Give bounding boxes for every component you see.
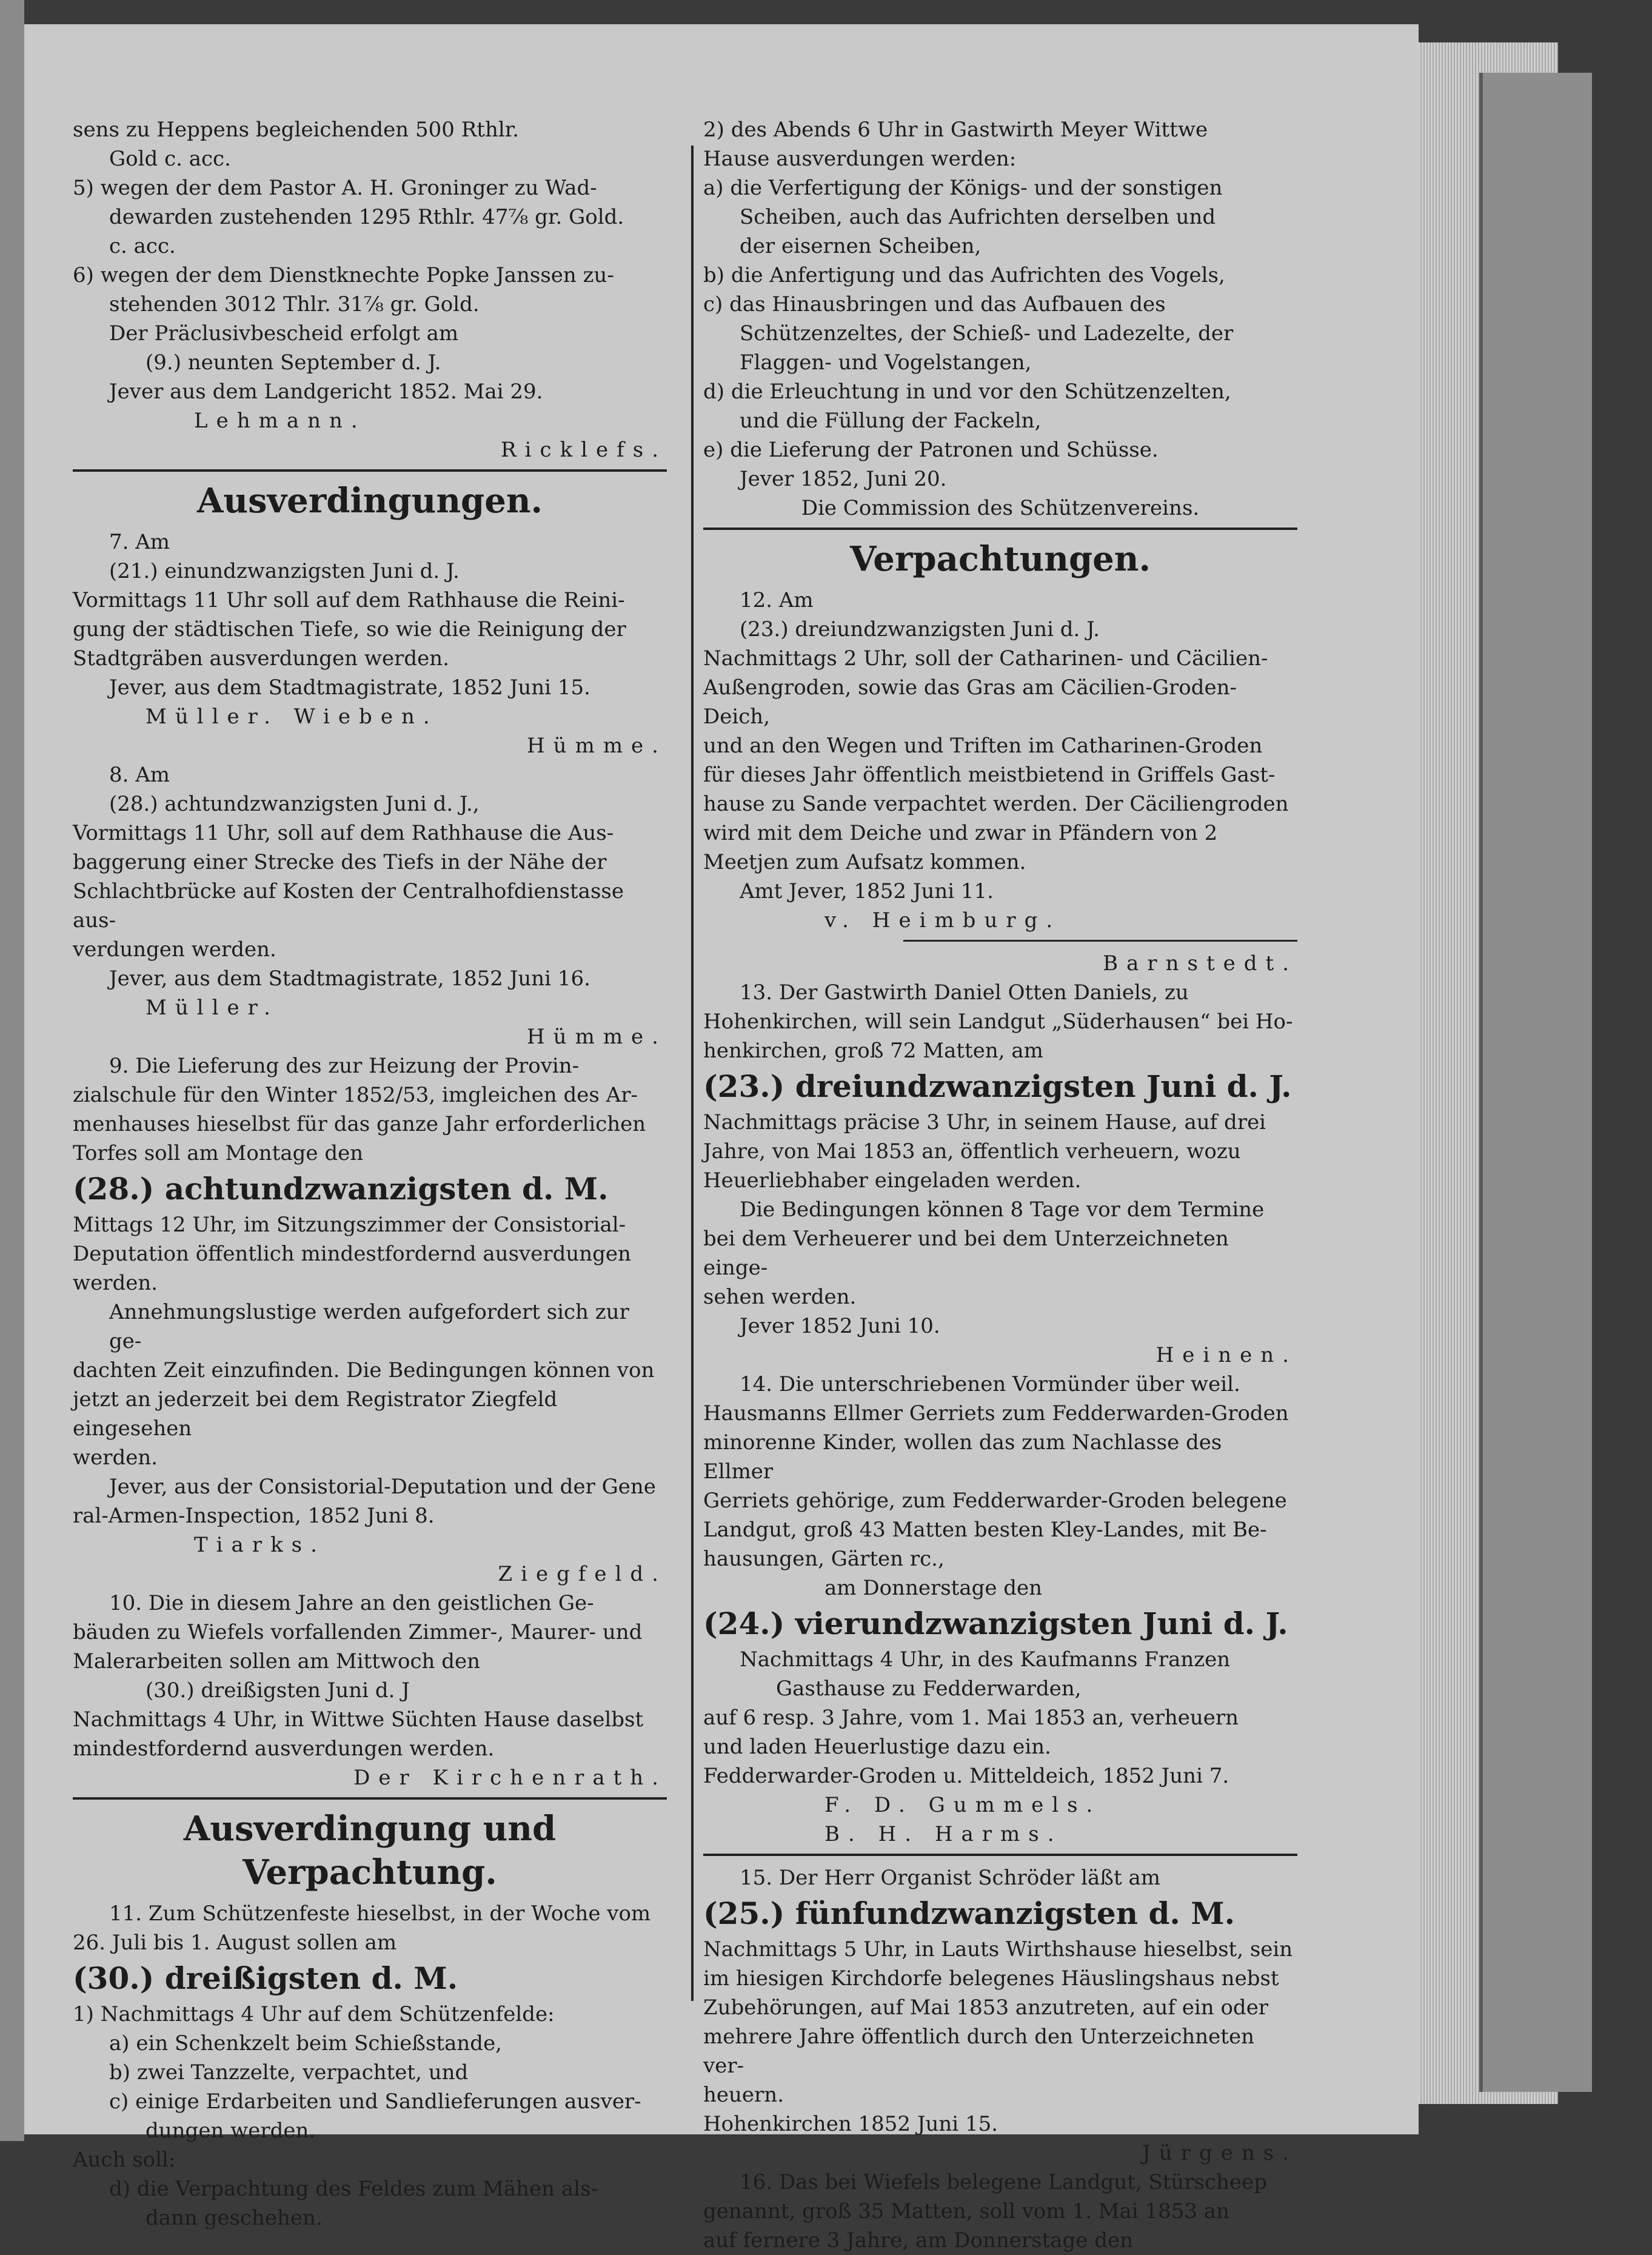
text-line: dachten Zeit einzufinden. Die Bedingungen können von [73, 1358, 655, 1382]
text-line: sens zu Heppens begleichenden 500 Rthlr. [73, 118, 520, 142]
text-line: Nachmittags 4 Uhr, in Wittwe Süchten Hause daselbst [73, 1707, 644, 1732]
text-line: Gasthause zu Fedderwarden, [776, 1677, 1082, 1701]
text-line: mindestfordernd ausverdungen werden. [73, 1737, 495, 1761]
text-line: wird mit dem Deiche und zwar in Pfändern von 2 [703, 821, 1218, 845]
text-line: bäuden zu Wiefels vorfallenden Zimmer-, Maurer- und [73, 1620, 643, 1644]
text-line: Zubehörungen, auf Mai 1853 anzutreten, auf ein oder [703, 1995, 1269, 2020]
signature: Der Kirchenrath. [353, 1766, 667, 1790]
text-line: Jever 1852, Juni 20. [740, 467, 947, 491]
text-line: Außengroden, sowie das Gras am Cäcilien-Groden-Deich, [703, 675, 1237, 729]
text-line: Hause ausverdungen werden: [703, 147, 1017, 171]
text-line: c) das Hinausbringen und das Aufbauen des [703, 292, 1166, 317]
signature: Barnstedt. [1103, 951, 1297, 976]
text-line: gung der städtischen Tiefe, so wie die Reinigung der [73, 617, 626, 642]
section-heading: Ausverdingung und Verpachtung. [183, 1809, 557, 1892]
text-line: c) einige Erdarbeiten und Sandlieferungen ausver- [109, 2089, 641, 2114]
text-line: Der Präclusivbescheid erfolgt am [109, 321, 459, 346]
text-line: 26. Juli bis 1. August sollen am [73, 1931, 397, 1955]
text-line: 16. Das bei Wiefels belegene Landgut, Stürscheep [740, 2170, 1267, 2194]
text-line: Flaggen- und Vogelstangen, [740, 350, 1032, 375]
text-line: (9.) neunten September d. J. [145, 350, 441, 375]
book-cover [1479, 73, 1592, 2092]
signature: Die Commission des Schützenvereins. [801, 496, 1200, 520]
text-line: Auch soll: [73, 2148, 176, 2172]
section-rule [73, 469, 667, 472]
signature: Jürgens. [1142, 2141, 1297, 2165]
text-line: zialschule für den Winter 1852/53, imgleichen des Ar- [73, 1083, 638, 1107]
text-line: Hohenkirchen 1852 Juni 15. [703, 2112, 998, 2136]
text-line: Nachmittags präcise 3 Uhr, in seinem Hause, auf drei [703, 1110, 1266, 1134]
text-line: genannt, groß 35 Matten, soll vom 1. Mai 1853 an [703, 2199, 1229, 2223]
signature: Hümme. [527, 1025, 667, 1049]
text-line: und laden Heuerlustige dazu ein. [703, 1735, 1051, 1759]
text-line: werden. [73, 1446, 158, 1470]
text-line: Jahre, von Mai 1853 an, öffentlich verheuern, wozu [703, 1139, 1241, 1164]
text-line: 11. Zum Schützenfeste hieselbst, in der Woche vom [109, 1902, 651, 1926]
text-line: stehenden 3012 Thlr. 31⅞ gr. Gold. [109, 292, 480, 317]
text-line: (28.) achtundzwanzigsten Juni d. J., [109, 792, 480, 816]
text-line: Jever aus dem Landgericht 1852. Mai 29. [109, 380, 543, 404]
text-line: Heuerliebhaber eingeladen werden. [703, 1168, 1082, 1193]
text-line: verdungen werden. [73, 937, 276, 962]
date-heading: (24.) vierundzwanzigsten Juni d. J. [703, 1606, 1288, 1641]
text-line: Schützenzeltes, der Schieß- und Ladezelte, der [740, 321, 1234, 346]
date-heading: (30.) dreißigsten d. M. [73, 1960, 458, 1996]
signature: Tiarks. [194, 1533, 326, 1557]
section-rule [73, 1797, 667, 1800]
text-line: (30.) dreißigsten Juni d. J [145, 1678, 410, 1703]
text-line: hausungen, Gärten rc., [703, 1547, 945, 1571]
text-line: a) ein Schenkzelt beim Schießstande, [109, 2031, 502, 2056]
text-line: b) zwei Tanzzelte, verpachtet, und [109, 2060, 469, 2085]
signature-rule [903, 940, 1297, 942]
text-line: ral-Armen-Inspection, 1852 Juni 8. [73, 1504, 435, 1528]
signature: Hümme. [527, 734, 667, 758]
left-column [73, 115, 667, 2233]
text-line: 7. Am [109, 530, 170, 554]
text-line: Deputation öffentlich mindestfordernd ausverdungen werden. [73, 1242, 631, 1295]
text-line: mehrere Jahre öffentlich durch den Unterzeichneten ver- [703, 2025, 1254, 2078]
signature: Müller. [145, 996, 279, 1020]
text-line: hause zu Sande verpachtet werden. Der Cäciliengroden [703, 792, 1289, 816]
text-line: bei dem Verheuerer und bei dem Unterzeichneten einge- [703, 1227, 1229, 1280]
text-line: Jever, aus dem Stadtmagistrate, 1852 Juni 16. [109, 967, 590, 991]
text-line: minorenne Kinder, wollen das zum Nachlasse des Ellmer [703, 1430, 1222, 1484]
text-line: 6) wegen der dem Dienstknechte Popke Janssen zu- [73, 263, 614, 287]
text-line: am Donnerstage den [824, 1576, 1043, 1600]
text-line: 2) des Abends 6 Uhr in Gastwirth Meyer Wittwe [703, 118, 1208, 142]
date-heading: (28.) achtundzwanzigsten d. M. [73, 1171, 609, 1207]
signature: v. Heimburg. [824, 908, 1062, 933]
text-line: 14. Die unterschriebenen Vormünder über weil. [740, 1372, 1240, 1396]
section-heading: Verpachtungen. [850, 539, 1151, 579]
text-line: Die Bedingungen können 8 Tage vor dem Termine [740, 1198, 1265, 1222]
text-line: 5) wegen der dem Pastor A. H. Groninger zu Wad- [73, 176, 597, 200]
text-line: 1) Nachmittags 4 Uhr auf dem Schützenfelde: [73, 2002, 555, 2026]
text-line: baggerung einer Strecke des Tiefs in der Nähe der [73, 850, 607, 874]
text-line: Nachmittags 2 Uhr, soll der Catharinen- und Cäcilien- [703, 646, 1268, 671]
text-line: b) die Anfertigung und das Aufrichten des Vogels, [703, 263, 1225, 287]
text-line: 10. Die in diesem Jahre an den geistlichen Ge- [109, 1591, 594, 1615]
text-line: Meetjen zum Aufsatz kommen. [703, 850, 1026, 874]
text-line: 9. Die Lieferung des zur Heizung der Provin- [109, 1054, 580, 1078]
section-rule [703, 528, 1297, 530]
section-rule [703, 1854, 1297, 1856]
text-line: Torfes soll am Montage den [73, 1141, 364, 1165]
text-line: Stadtgräben ausverdungen werden. [73, 646, 449, 671]
text-line: Malerarbeiten sollen am Mittwoch den [73, 1649, 481, 1674]
book-left-page-edge [0, 0, 24, 2141]
text-line: Scheiben, auch das Aufrichten derselben und [740, 205, 1216, 229]
text-line: Vormittags 11 Uhr, soll auf dem Rathhause die Aus- [73, 821, 614, 845]
date-heading: (23.) dreiundzwanzigsten Juni d. J. [703, 1068, 1292, 1104]
text-line: henkirchen, groß 72 Matten, am [703, 1039, 1043, 1063]
text-line: a) die Verfertigung der Königs- und der sonstigen [703, 176, 1223, 200]
text-line: Hohenkirchen, will sein Landgut „Süderhausen“ bei Ho- [703, 1010, 1293, 1034]
text-line: Amt Jever, 1852 Juni 11. [740, 879, 994, 903]
text-line: Jever, aus der Consistorial-Deputation und der Gene [109, 1475, 656, 1499]
text-line: Hausmanns Ellmer Gerriets zum Fedderwarden-Groden [703, 1401, 1289, 1426]
text-line: Annehmungslustige werden aufgefordert sich zur ge- [109, 1300, 629, 1353]
text-line: der eisernen Scheiben, [740, 234, 982, 258]
text-line: für dieses Jahr öffentlich meistbietend in Griffels Gast- [703, 763, 1276, 787]
text-line: Nachmittags 5 Uhr, in Lauts Wirthshause hieselbst, sein [703, 1937, 1293, 1962]
text-line: menhauses hieselbst für das ganze Jahr erforderlichen [73, 1112, 646, 1136]
text-line: dungen werden. [145, 2119, 316, 2143]
right-column [703, 115, 1297, 2255]
text-line: jetzt an jederzeit bei dem Registrator Ziegfeld eingesehen [73, 1387, 558, 1441]
text-line: (21.) einundzwanzigsten Juni d. J. [109, 559, 460, 583]
date-heading: (25.) fünfundzwanzigsten d. M. [703, 1895, 1235, 1931]
text-line: heuern. [703, 2083, 784, 2107]
text-line: d) die Erleuchtung in und vor den Schützenzelten, [703, 380, 1231, 404]
text-line: d) die Verpachtung des Feldes zum Mähen als- [109, 2177, 598, 2201]
text-line: Landgut, groß 43 Matten besten Kley-Landes, mit Be- [703, 1518, 1267, 1542]
text-line: dann geschehen. [145, 2206, 323, 2230]
signature: Ricklefs. [501, 438, 667, 462]
text-line: c. acc. [109, 234, 176, 258]
section-heading: Ausverdingungen. [196, 481, 543, 521]
signature: Ziegfeld. [498, 1562, 667, 1586]
text-line: auf 6 resp. 3 Jahre, vom 1. Mai 1853 an, verheuern [703, 1706, 1239, 1730]
text-line: Schlachtbrücke auf Kosten der Centralhofdienstasse aus- [73, 879, 624, 933]
text-line: 12. Am [740, 588, 814, 612]
text-line: e) die Lieferung der Patronen und Schüsse. [703, 438, 1159, 462]
text-line: auf fernere 3 Jahre, am Donnerstage den [703, 2228, 1134, 2253]
text-line: 8. Am [109, 763, 170, 787]
text-line: und die Füllung der Fackeln, [740, 409, 1042, 433]
signature: Heinen. [1155, 1343, 1297, 1367]
signature: F. D. Gummels. [824, 1793, 1102, 1817]
text-line: dewarden zustehenden 1295 Rthlr. 47⅞ gr. Gold. [109, 205, 624, 229]
text-line: (23.) dreiundzwanzigsten Juni d. J. [740, 617, 1100, 642]
column-divider [691, 146, 694, 2001]
text-line: Vormittags 11 Uhr soll auf dem Rathhause die Reini- [73, 588, 625, 612]
text-line: Jever 1852 Juni 10. [740, 1314, 940, 1338]
signature: Müller. Wieben. [145, 705, 438, 729]
text-line: Mittags 12 Uhr, im Sitzungszimmer der Consistorial- [73, 1213, 626, 1237]
text-line: Jever, aus dem Stadtmagistrate, 1852 Juni 15. [109, 675, 590, 700]
text-line: Fedderwarder-Groden u. Mitteldeich, 1852 Juni 7. [703, 1764, 1229, 1788]
text-line: und an den Wegen und Triften im Catharinen-Groden [703, 734, 1263, 758]
signature: Lehmann. [194, 409, 366, 433]
text-line: Gold c. acc. [109, 147, 231, 171]
text-line: Gerriets gehörige, zum Fedderwarder-Groden belegene [703, 1489, 1287, 1513]
signature: B. H. Harms. [824, 1822, 1063, 1846]
text-line: sehen werden. [703, 1285, 857, 1309]
text-line: 15. Der Herr Organist Schröder läßt am [740, 1866, 1160, 1890]
text-line: 13. Der Gastwirth Daniel Otten Daniels, zu [740, 980, 1189, 1005]
text-line: Nachmittags 4 Uhr, in des Kaufmanns Franzen [740, 1647, 1231, 1672]
text-line: im hiesigen Kirchdorfe belegenes Häuslingshaus nebst [703, 1966, 1279, 1991]
